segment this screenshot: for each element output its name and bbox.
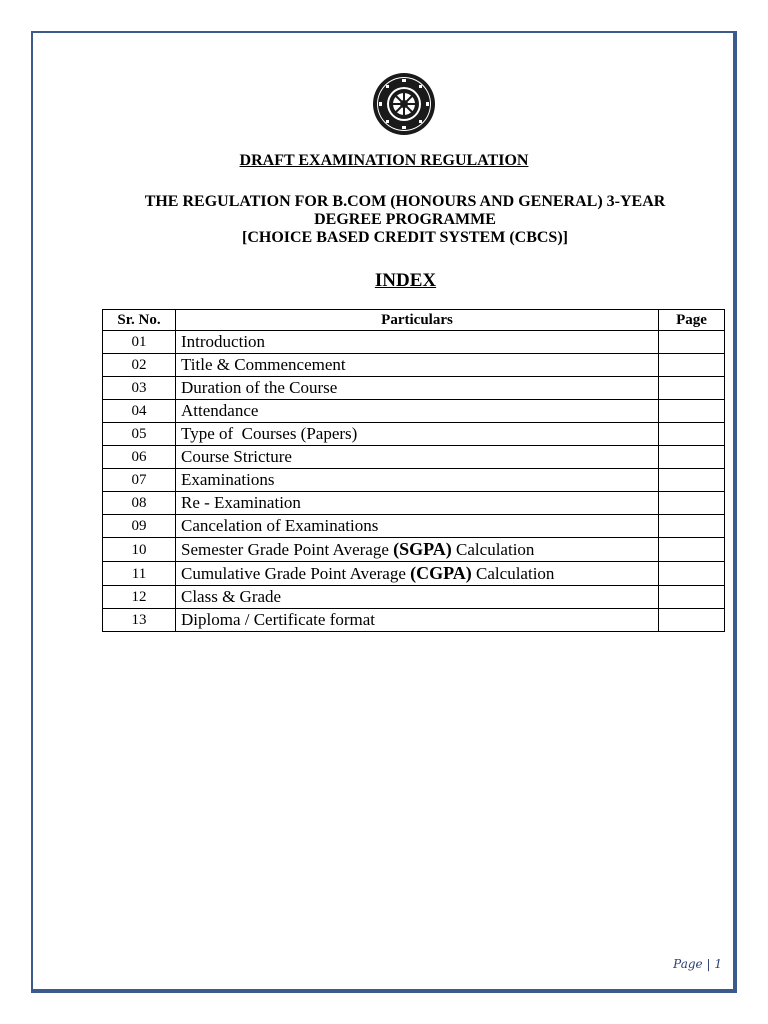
row-page (659, 586, 725, 609)
row-number: 07 (103, 469, 176, 492)
header-page: Page (659, 310, 725, 331)
row-page (659, 469, 725, 492)
table-row (103, 331, 725, 354)
row-page (659, 609, 725, 632)
header-sr-no: Sr. No. (103, 310, 176, 331)
row-page (659, 515, 725, 538)
table-row (103, 562, 725, 586)
particulars-text: Cumulative Grade Point Average (181, 564, 411, 583)
header-particulars: Particulars (176, 310, 659, 331)
row-particulars (176, 538, 659, 562)
page-footer (640, 957, 722, 971)
row-particulars (176, 562, 659, 586)
page-label: Page (673, 957, 703, 971)
regulation-heading (90, 193, 720, 247)
table-header-row (103, 310, 725, 331)
row-particulars: Duration of the Course (176, 377, 659, 400)
row-number: 05 (103, 423, 176, 446)
row-number: 13 (103, 609, 176, 632)
regulation-line-1: THE REGULATION FOR B.COM (HONOURS AND GENERAL) 3-YEAR (144, 193, 666, 210)
row-page (659, 446, 725, 469)
table-row (103, 400, 725, 423)
page-separator: | (706, 957, 711, 971)
row-particulars: Re - Examination (176, 492, 659, 515)
row-particulars: Cancelation of Examinations (176, 515, 659, 538)
row-page (659, 377, 725, 400)
row-particulars: Class & Grade (176, 586, 659, 609)
row-number: 11 (103, 562, 176, 586)
table-row (103, 377, 725, 400)
row-page (659, 354, 725, 377)
row-page (659, 423, 725, 446)
table-row (103, 492, 725, 515)
row-number: 10 (103, 538, 176, 562)
row-particulars: Type of Courses (Papers) (176, 423, 659, 446)
table-row (103, 586, 725, 609)
row-page (659, 538, 725, 562)
row-number: 08 (103, 492, 176, 515)
particulars-abbrev: (SGPA) (393, 539, 452, 559)
particulars-text: Calculation (471, 564, 555, 583)
row-particulars: Introduction (176, 331, 659, 354)
table-row (103, 469, 725, 492)
index-table (102, 309, 725, 632)
row-page (659, 562, 725, 586)
table-row (103, 423, 725, 446)
row-particulars: Title & Commencement (176, 354, 659, 377)
row-number: 06 (103, 446, 176, 469)
row-page (659, 492, 725, 515)
document-title: DRAFT EXAMINATION REGULATION (239, 152, 529, 169)
row-page (659, 331, 725, 354)
table-row (103, 538, 725, 562)
row-number: 02 (103, 354, 176, 377)
row-page (659, 400, 725, 423)
page-number: 1 (714, 957, 722, 971)
row-number: 01 (103, 331, 176, 354)
row-particulars: Attendance (176, 400, 659, 423)
row-number: 09 (103, 515, 176, 538)
row-number: 04 (103, 400, 176, 423)
particulars-text: Semester Grade Point Average (181, 540, 394, 559)
index-heading: INDEX (374, 270, 437, 291)
particulars-abbrev: (CGPA) (410, 563, 472, 583)
table-row (103, 446, 725, 469)
table-row (103, 354, 725, 377)
row-number: 12 (103, 586, 176, 609)
regulation-line-3: [CHOICE BASED CREDIT SYSTEM (CBCS)] (242, 229, 568, 246)
row-number: 03 (103, 377, 176, 400)
table-row (103, 609, 725, 632)
row-particulars: Diploma / Certificate format (176, 609, 659, 632)
regulation-line-2: DEGREE PROGRAMME (314, 211, 496, 228)
particulars-text: Calculation (451, 540, 535, 559)
row-particulars: Examinations (176, 469, 659, 492)
table-row (103, 515, 725, 538)
university-seal-icon (371, 71, 437, 137)
row-particulars: Course Stricture (176, 446, 659, 469)
